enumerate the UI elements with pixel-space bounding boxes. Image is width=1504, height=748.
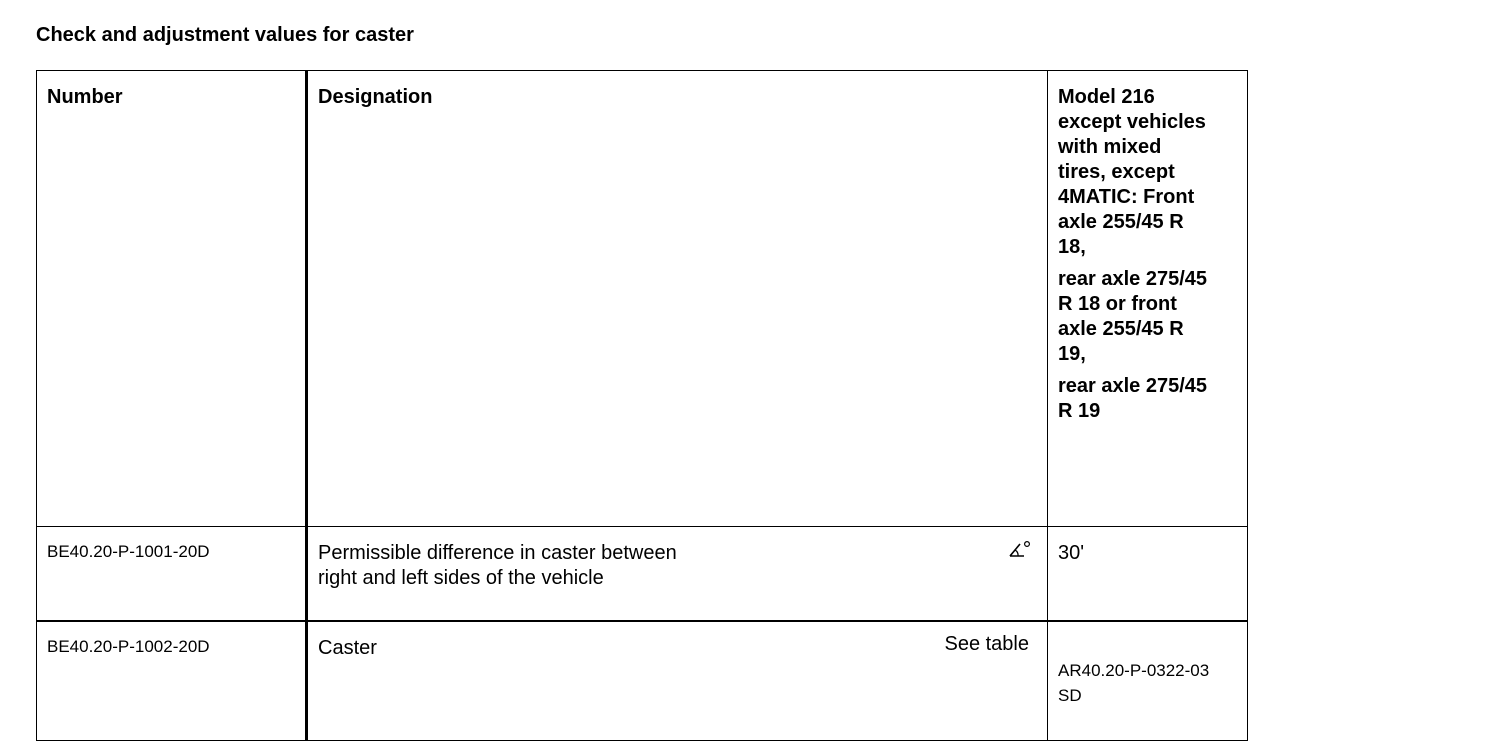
row-number: BE40.20-P-1002-20D <box>47 637 210 656</box>
angle-degree-icon <box>1007 539 1031 559</box>
row-designation <box>318 636 1037 661</box>
header-model-paragraph-3 <box>1058 374 1237 424</box>
header-cell-number <box>37 71 305 526</box>
spec-table <box>36 70 1248 741</box>
page-title: Check and adjustment values for caster <box>36 24 414 46</box>
header-model-line: 4MATIC: Front <box>1058 186 1195 208</box>
header-model-line: axle 255/45 R <box>1058 211 1184 233</box>
header-model-line: Model 216 <box>1058 86 1155 108</box>
row-designation <box>318 541 1037 591</box>
header-model-line: R 18 or front <box>1058 293 1177 315</box>
header-designation-label: Designation <box>318 86 433 108</box>
row-designation-cell <box>305 527 1047 620</box>
row-number-cell <box>37 622 305 740</box>
row-number: BE40.20-P-1001-20D <box>47 542 210 561</box>
header-model-line: 19, <box>1058 343 1086 365</box>
row-value-cell <box>1047 622 1247 740</box>
header-model-line: axle 255/45 R <box>1058 318 1184 340</box>
header-model-line: except vehicles <box>1058 111 1206 133</box>
header-model-line: rear axle 275/45 <box>1058 375 1208 397</box>
table-row <box>37 620 1247 740</box>
row-value: 30' <box>1058 542 1085 564</box>
designation-line: right and left sides of the vehicle <box>318 567 604 589</box>
header-model-line: 18, <box>1058 236 1086 258</box>
header-model-line: R 19 <box>1058 400 1101 422</box>
row-number-cell <box>37 527 305 620</box>
row-designation-cell <box>305 622 1047 740</box>
header-cell-model <box>1047 71 1247 526</box>
header-model-paragraph-2 <box>1058 267 1237 367</box>
table-header-row <box>37 71 1247 526</box>
header-number-label: Number <box>47 86 123 108</box>
reference-link[interactable] <box>1058 658 1209 708</box>
header-model-line: with mixed <box>1058 136 1162 158</box>
header-model-line: tires, except <box>1058 161 1175 183</box>
reference-line: SD <box>1058 686 1082 705</box>
see-table-note: See table <box>944 633 1029 655</box>
row-value-cell <box>1047 527 1247 620</box>
designation-line: Caster <box>318 637 377 659</box>
header-cell-designation <box>305 71 1047 526</box>
header-model-line: rear axle 275/45 <box>1058 268 1208 290</box>
header-model-paragraph-1 <box>1058 85 1237 260</box>
reference-line: AR40.20-P-0322-03 <box>1058 661 1210 680</box>
table-row <box>37 526 1247 620</box>
designation-line: Permissible difference in caster between <box>318 542 677 564</box>
